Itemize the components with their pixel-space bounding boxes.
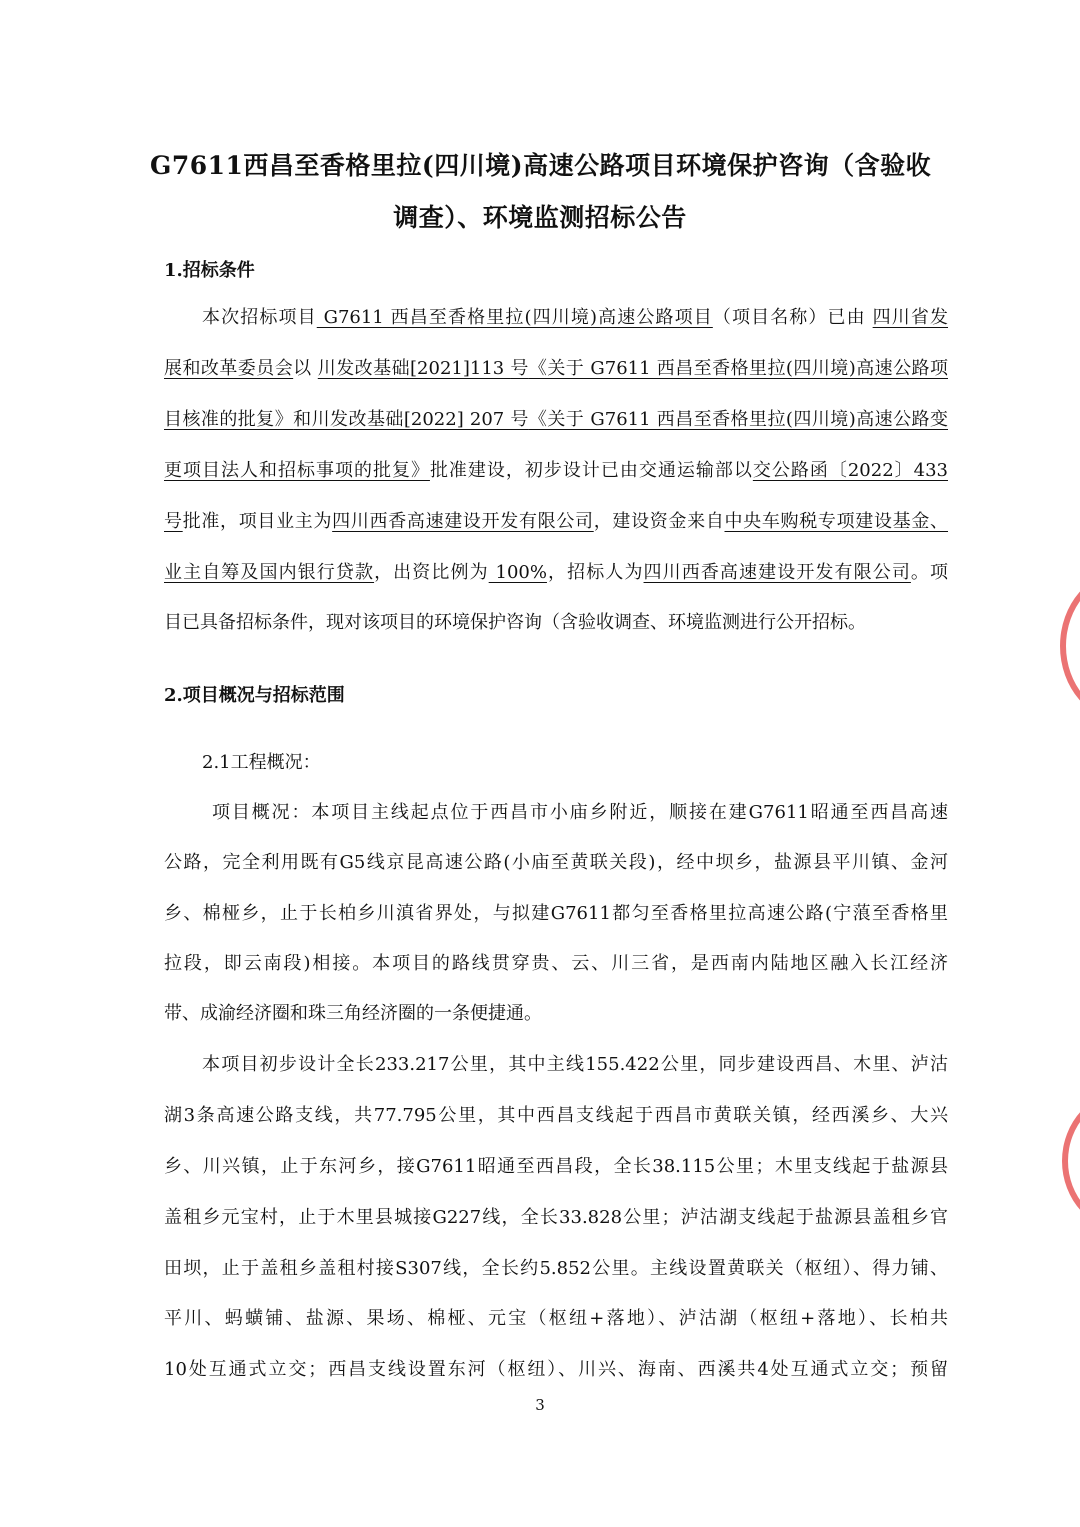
para1-line5: 带、成渝经济圈和珠三角经济圈的一条便捷通。 <box>164 1003 542 1024</box>
para2-line1: 本项目初步设计全长233.217公里，其中主线155.422公里，同步建设西昌、木里、泸沽 <box>202 1054 948 1075</box>
seal-stamp-lower <box>1062 1090 1080 1232</box>
para1-line2: 公路，完全利用既有G5线京昆高速公路(小庙至黄联关段)，经中坝乡，盐源县平川镇、金河 <box>164 852 948 873</box>
section1-line5: 号批准，项目业主为四川西香高速建设开发有限公司，建设资金来自中央车购税专项建设基金、 <box>164 511 949 532</box>
document-title-line1: G7611西昌至香格里拉(四川境)高速公路项目环境保护咨询（含验收 <box>150 151 932 180</box>
section1-line3: 目核准的批复》和川发改基础[2022] 207 号《关于 G7611 西昌至香格里拉(四川境)高速公路变 <box>164 409 949 430</box>
para2-line3: 乡、川兴镇，止于东河乡，接G7611昭通至西昌段，全长38.115公里；木里支线起于盐源县 <box>164 1156 948 1177</box>
section1-line7: 目已具备招标条件，现对该项目的环境保护咨询（含验收调查、环境监测进行公开招标。 <box>164 612 866 633</box>
para1-line3: 乡、棉桠乡，止于长柏乡川滇省界处，与拟建G7611都匀至香格里拉高速公路(宁蒗至香格里 <box>164 903 948 924</box>
seal-stamp-upper <box>1060 570 1080 722</box>
page-number: 3 <box>535 1396 545 1414</box>
section2-heading: 2.项目概况与招标范围 <box>164 685 345 706</box>
para2-line6: 平川、蚂蟥铺、盐源、果场、棉桠、元宝（枢纽+落地）、泸沽湖（枢纽+落地）、长柏共 <box>164 1308 948 1329</box>
document-title-line2: 调查）、环境监测招标公告 <box>393 203 687 232</box>
section1-line6: 业主自筹及国内银行贷款，出资比例为 100%，招标人为四川西香高速建设开发有限公司。项 <box>164 562 949 583</box>
section1-line1: 本次招标项目 G7611 西昌至香格里拉(四川境)高速公路项目（项目名称）已由 四川省发 <box>202 307 949 328</box>
section1-line4: 更项目法人和招标事项的批复》批准建设，初步设计已由交通运输部以交公路函〔2022〕433 <box>164 460 948 481</box>
section1-heading: 1.招标条件 <box>164 260 255 281</box>
section2-subheading: 2.1工程概况： <box>202 752 321 773</box>
para2-line2: 湖3条高速公路支线，共77.795公里，其中西昌支线起于西昌市黄联关镇，经西溪乡、大兴 <box>164 1105 948 1126</box>
para2-line4: 盖租乡元宝村，止于木里县城接G227线，全长33.828公里；泸沽湖支线起于盐源县盖租乡官 <box>164 1207 948 1228</box>
section1-line2: 展和改革委员会以 川发改基础[2021]113 号《关于 G7611 西昌至香格里拉(四川境)高速公路项 <box>164 358 948 379</box>
para2-line7: 10处互通式立交；西昌支线设置东河（枢纽）、川兴、海南、西溪共4处互通式立交；预留 <box>164 1359 948 1380</box>
para1-line1: 项目概况：本项目主线起点位于西昌市小庙乡附近，顺接在建G7611昭通至西昌高速 <box>212 802 948 823</box>
para1-line4: 拉段，即云南段)相接。本项目的路线贯穿贵、云、川三省，是西南内陆地区融入长江经济 <box>164 953 948 974</box>
para2-line5: 田坝，止于盖租乡盖租村接S307线，全长约5.852公里。主线设置黄联关（枢纽）、得力铺、 <box>164 1258 948 1279</box>
